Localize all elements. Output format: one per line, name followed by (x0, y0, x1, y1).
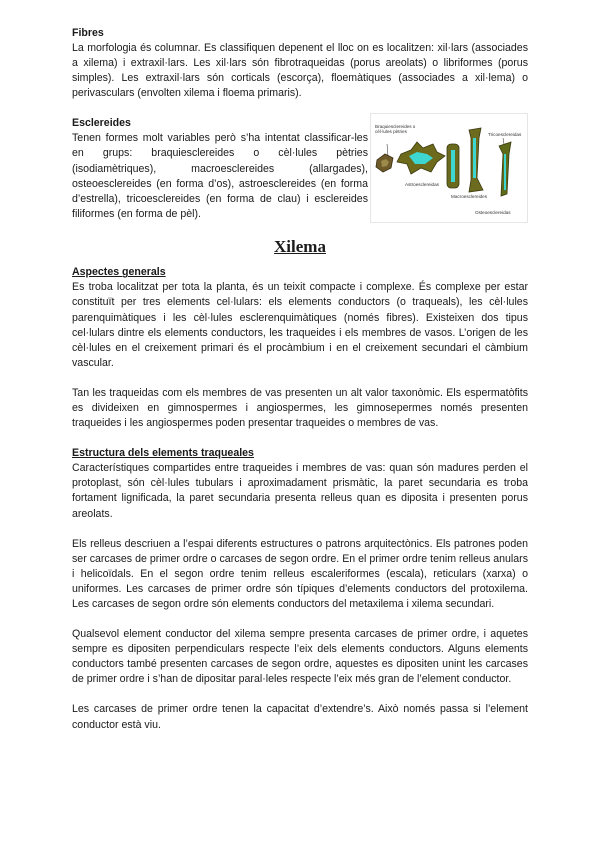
label-tricoesclereidas: Tricoesclereidas (488, 132, 522, 138)
osteoesclereide-shape (469, 128, 483, 192)
esclereides-figure (370, 113, 528, 223)
xilema-paragraph-4: Els relleus descriuen a l’espai diferents estructures o patrons arquitectònics. Els patrones poden ser carcases de primer ordre o carcases de segon ordre. En el primer ordre tenim relleus anulars i helicoïdals. En el segon ordre tenim relleus escaleriformes (escala), reticulars (xarxa) o uniformes. Les carcases de primer ordre són típiques d’elements conductors del protoxilema. Les carcases de segon ordre són elements conductors del metaxilema i xilema secundari. (72, 537, 528, 610)
label-osteoesclereidas: Osteoesclereidas (475, 210, 511, 216)
label-braquiesclereides: Braquiesclereides o cèl·lules pètries (375, 124, 416, 135)
label-macroesclereides: Macroesclereides (451, 194, 487, 200)
xilema-paragraph-2: Tan les traqueidas com els membres de vas presenten un alt valor taxonòmic. Els espermatòfits es divideixen en gimnospermes i angiospermes, les gimnosepermes només presenten traqueides i les angiospermes poden presentar traqueides o membres de vas. (72, 386, 528, 430)
tricoesclereide-shape (499, 138, 511, 196)
xilema-paragraph-6: Les carcases de primer ordre tenen la capacitat d’extendre’s. Això només passa si l’element conductor està viu. (72, 703, 528, 731)
esclereides-heading: Esclereides (72, 117, 131, 130)
xilema-paragraph-3: Característiques compartides entre traqueides i membres de vas: quan són madures perden el protoplast, són cèl·lules tubulars i aproximadament prismàtic, la paret secundaria es troba fortament lignificada, la paret secundaria presenta relleus quan es diposita i presenten porus areolats. (72, 462, 528, 520)
braquiesclereide-shape (376, 144, 393, 172)
astroesclereide-shape (397, 142, 445, 174)
macroesclereide-shape (447, 144, 459, 188)
xilema-paragraph-5: Qualsevol element conductor del xilema sempre presenta carcases de primer ordre, i aquetes sempre es dipositen perpendiculars respecte l’eix dels elements conductors. Alguns elements conductors també presenten carcases de segon ordre, aquestes es dipositen unint les carcases de primer ordre i s’han de dipositar paral·leles respecte l’eix més gran de l’element conductor. (72, 628, 528, 686)
esclereides-section (72, 116, 528, 223)
fibres-paragraph: La morfologia és columnar. Es classifiquen depenent el lloc on es localitzen: xil·lars (associades a xilema) i extraxil·lars. Les xil·lars són fibrotraqueidas (porus areolats) o libriformes (porus simples). Les extraxil·lars són corticals (escorça), floemàtiques (associades a xil·lema) o perivasculars (envolten xilema i floema primaris). (72, 42, 528, 100)
label-astroesclereidas: Astroesclereidas (405, 182, 439, 188)
estructura-heading: Estructura dels elements traqueales (72, 447, 254, 460)
aspectes-generals-heading: Aspectes generals (72, 266, 166, 279)
section-title-xilema: Xilema (274, 237, 326, 257)
fibres-heading: Fibres (72, 27, 104, 39)
xilema-paragraph-1: Es troba localitzat per tota la planta, és un teixit compacte i complexe. És complexe per estar constituït per tres elements cel·lulars: els elements conductors (o traqueals), les cèl·lules parenquimàtiques i les cèl·lules esclerenquimàtiques (només fibres). Existeixen dos tipus cel·lulars dintre els elements conductors, les traqueides i els membres de vasos. L’origen de les cèl·lules en el creixement primari és el procàmbium i en el creixement secundari el càmbium vascular. (72, 281, 528, 369)
esclereides-paragraph: Tenen formes molt variables però s’ha intentat classificar-les en grups: braquiesclereides o cèl·lules pètries (isodiamètriques), macroesclereides (allargades), osteoesclereides (en forma d’os), astroesclereides (en forma d’estrella), tricoesclereides (en forma de clau) i esclereides filiformes (en forma de pèl). (72, 132, 368, 220)
document-page (72, 26, 528, 733)
